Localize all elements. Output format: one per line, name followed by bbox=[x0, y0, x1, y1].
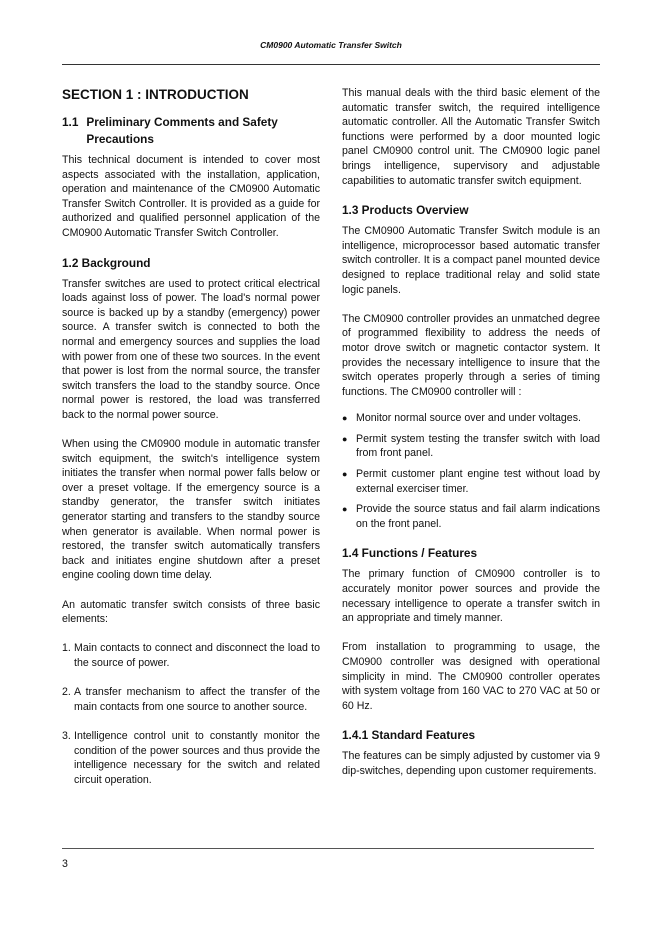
paragraph-1-4-b: From installation to programming to usage, the CM0900 controller was designed with operational simplicity in mind. The CM0900 controller operates with system voltage from 160 VAC to 270 VAC at 50 or 60 Hz. bbox=[342, 641, 600, 712]
list-item-number: 3. bbox=[62, 729, 71, 742]
heading-1-1 bbox=[62, 114, 320, 148]
bullet-item bbox=[342, 467, 600, 496]
right-column bbox=[342, 86, 600, 779]
paragraph-1-1: This technical document is intended to cover most aspects associated with the installation, application, operation and maintenance of the CM0900 Automatic Transfer Switch Controller. It is provided as a guide for authorized and qualified personnel application of the CM0900 Automatic Transfer Switch Controller. bbox=[62, 154, 320, 239]
left-column bbox=[62, 86, 320, 802]
bullet-icon: ● bbox=[342, 413, 348, 424]
list-item bbox=[62, 729, 320, 787]
page-number: 3 bbox=[62, 858, 68, 870]
bullet-text: Monitor normal source over and under voltages. bbox=[356, 412, 581, 425]
list-item-text: Intelligence control unit to constantly monitor the condition of the power sources and thus provide the intelligence necessary for the switch and related circuit operation. bbox=[74, 729, 320, 786]
bullet-icon: ● bbox=[342, 433, 348, 444]
paragraph-intro: This manual deals with the third basic element of the automatic transfer switch, the required intelligence automatic controller. All the Automatic Transfer Switch functions were performed by a door mounted logic panel CM0900 control unit. The CM0900 logic panel brings intelligence, supervisory and adjustable capabilities to automatic transfer switch equipment. bbox=[342, 87, 600, 187]
heading-1-1-number: 1.1 bbox=[62, 115, 79, 129]
heading-1-3: 1.3 Products Overview bbox=[342, 203, 469, 218]
heading-1-2: 1.2 Background bbox=[62, 255, 151, 270]
bullet-item bbox=[342, 411, 600, 426]
heading-1-1-line1: Preliminary Comments and Safety bbox=[86, 115, 278, 129]
paragraph-1-2-c: An automatic transfer switch consists of three basic elements: bbox=[62, 598, 320, 626]
paragraph-1-4-1: The features can be simply adjusted by customer via 9 dip-switches, depending upon customer requirements. bbox=[342, 750, 600, 777]
paragraph-1-3-b: The CM0900 controller provides an unmatched degree of programmed flexibility to address the needs of motor drove switch or magnetic contactor system. It provides the necessary intelligence to insure that the switch operates properly through a series of timing functions. The CM0900 controller will : bbox=[342, 312, 600, 398]
list-item bbox=[62, 641, 320, 670]
bullet-icon: ● bbox=[342, 504, 348, 515]
bullet-item bbox=[342, 432, 600, 461]
list-item bbox=[62, 685, 320, 714]
paragraph-1-4-a: The primary function of CM0900 controller is to accurately monitor power sources and provide the necessary intelligence to operate a transfer switch in an appropriate and timely manner. bbox=[342, 568, 600, 625]
list-item-text: Main contacts to connect and disconnect the load to the source of power. bbox=[74, 642, 320, 669]
bullet-text: Provide the source status and fail alarm indications on the front panel. bbox=[356, 503, 600, 530]
bullet-text: Permit customer plant engine test without load by external exerciser timer. bbox=[356, 468, 600, 495]
heading-1-1-line2: Precautions bbox=[86, 132, 154, 146]
controller-functions-list bbox=[342, 411, 600, 531]
list-item-number: 1. bbox=[62, 642, 71, 655]
footer-rule bbox=[62, 848, 594, 849]
running-header: CM0900 Automatic Transfer Switch bbox=[260, 40, 402, 50]
paragraph-1-2-a: Transfer switches are used to protect critical electrical loads against loss of power. The load's normal power source is backed up by a standby (emergency) power source. A transfer switch is connected to both the normal and emergency sources and supplies the load with power from one of these two sources. In the event that power is lost from the normal source, the transfer switch transfers the load to the standby source. Once normal power is restored, the load was transferred back to the normal power source. bbox=[62, 277, 320, 421]
paragraph-1-2-b: When using the CM0900 module in automatic transfer switch equipment, the switch's intelligence system initiates the transfer when normal power falls below or over a preset voltage. If the emergency source is a standby generator, the transfer switch initiates generator starting and transfers to the standby source when generator is available. When normal power is restored, the transfer switch automatically transfers back and initiates engine shutdown after a preset engine cooling down time delay. bbox=[62, 438, 320, 582]
elements-list bbox=[62, 641, 320, 787]
bullet-text: Permit system testing the transfer switch with load from front panel. bbox=[356, 432, 600, 460]
paragraph-1-3-a: The CM0900 Automatic Transfer Switch module is an intelligence, microprocessor based automatic transfer switch controller. It is a compact panel mounted device designed to replace traditional relay and solid state logic panels. bbox=[342, 225, 600, 296]
heading-1-4-1: 1.4.1 Standard Features bbox=[342, 728, 476, 743]
list-item-text: A transfer mechanism to affect the transfer of the main contacts from one source to another source. bbox=[74, 686, 320, 713]
section-title: SECTION 1 : INTRODUCTION bbox=[62, 87, 249, 102]
bullet-item bbox=[342, 502, 600, 531]
header-rule bbox=[62, 64, 600, 65]
heading-1-4: 1.4 Functions / Features bbox=[342, 546, 478, 561]
list-item-number: 2. bbox=[62, 686, 71, 699]
bullet-icon: ● bbox=[342, 469, 348, 480]
